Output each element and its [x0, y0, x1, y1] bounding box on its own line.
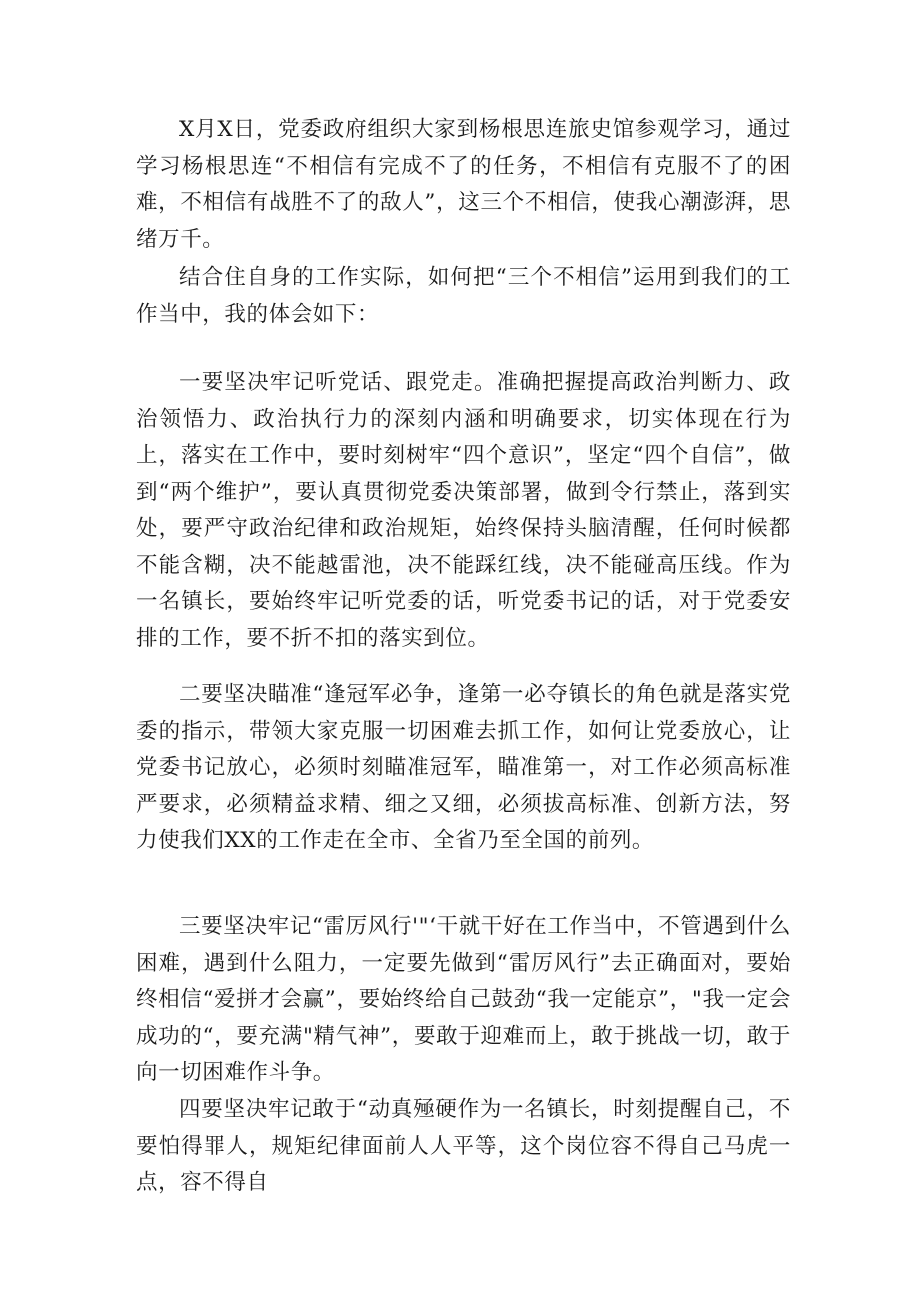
paragraph-point-two: 二要坚决瞄准“逢冠军必争，逢第一必夺镇长的角色就是落实党委的指示，带领大家克服一切困难去抓工作，如何让党委放心，让党委书记放心，必须时刻瞄准冠军，瞄准第一，对工作必须高标准严要求，必须精益求精、细之又细，必须拔高标准、创新方法，努力使我们XX的工作走在全市、全省乃至全国的前列。 [136, 682, 791, 853]
paragraph-point-four: 四要坚决牢记敢于“动真殛硬作为一名镇长，时刻提醒自己，不要怕得罪人，规矩纪律面前人人平等，这个岗位容不得自己马虎一点，容不得自 [136, 1097, 791, 1195]
paragraph-point-three: 三要坚决牢记“雷厉风行'"‘干就干好在工作当中，不管遇到什么困难，遇到什么阻力，一定要先做到“雷厉风行”去正确面对，要始终相信“爱拼才会赢”，要始终给自己鼓劲“我一定能京”，"我一定会成功的“，要充满"精气神”，要敢于迎难而上，敢于挑战一切，敢于向一切困难作斗争。 [136, 914, 791, 1085]
paragraph-point-one: 一要坚决牢记听党话、跟党走。准确把握提高政治判断力、政治领悟力、政治执行力的深刻内涵和明确要求，切实体现在行为上，落实在工作中，要时刻树牢“四个意识”，坚定“四个自信”，做到“两个维护”，要认真贯彻党委决策部署，做到令行禁止，落到实处，要严守政治纪律和政治规矩，始终保持头脑清醒，任何时候都不能含糊，决不能越雷池，决不能踩红线，决不能碰高压线。作为一名镇长，要始终牢记听党委的话，听党委书记的话，对于党委安排的工作，要不折不扣的落实到位。 [136, 370, 791, 651]
paragraph-visit-study: X月X日，党委政府组织大家到杨根思连旅史馆参观学习，通过学习杨根思连“不相信有完成不了的任务，不相信有克服不了的困难，不相信有战胜不了的敌人”，这三个不相信，使我心潮澎湃，思绪万千。 [136, 117, 791, 252]
paragraph-work-reflection-intro: 结合住自身的工作实际，如何把“三个不相信”运用到我们的工作当中，我的体会如下： [136, 265, 791, 327]
